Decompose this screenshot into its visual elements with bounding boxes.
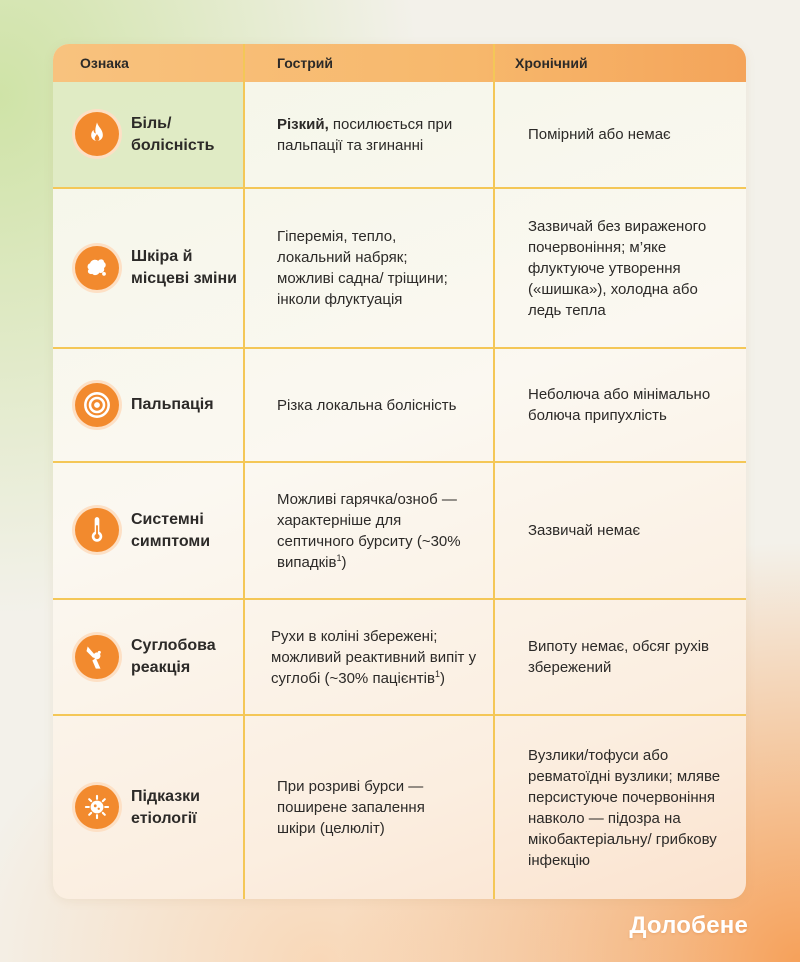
feature-label: Суглобова реакція: [131, 637, 216, 676]
microbe-icon: [75, 785, 119, 829]
acute-tail: ): [341, 553, 347, 571]
acute-text: Можливі гарячка/озноб — характерніше для септичного бурситу (~30% випадків: [277, 490, 461, 571]
target-icon: [75, 383, 119, 427]
acute-text: посилюється при пальпації та згинанні: [277, 115, 453, 154]
header-chronic: Хронічний: [515, 55, 588, 71]
flame-icon: [75, 112, 119, 156]
brand-logo: Долобене: [629, 912, 748, 939]
column-divider: [493, 44, 495, 899]
table-header: [53, 44, 746, 82]
table-row: [53, 463, 746, 598]
thermometer-icon: [75, 508, 119, 552]
table-row: [53, 349, 746, 461]
acute-cell: Різка локальна болісність: [277, 396, 457, 414]
row-divider: [53, 347, 746, 349]
acute-cell: При розриві бурси — поширене запалення шкіри (целюліт): [277, 778, 425, 837]
acute-cell: [277, 463, 467, 598]
acute-cell: [277, 82, 467, 187]
row-divider: [53, 714, 746, 716]
row-divider: [53, 461, 746, 463]
feature-label: Пальпація: [131, 396, 214, 413]
column-divider: [243, 44, 245, 899]
header-acute: Гострий: [277, 55, 334, 71]
chronic-cell: Випоту немає, обсяг рухів збережений: [528, 638, 709, 676]
table-row: [53, 600, 746, 714]
table-row: [53, 82, 746, 187]
table-row: [53, 189, 746, 347]
chronic-cell: Вузлики/тофуси або ревматоїдні вузлики; мляве персистуюче почервоніння навколо — підозра на мікобактеріальну/ грибкову інфекцію: [528, 746, 721, 869]
skin-patch-icon: [75, 246, 119, 290]
acute-cell: Гіперемія, тепло, локальний набряк; можливі садна/ тріщини; інколи флуктуація: [277, 228, 448, 308]
knee-joint-icon: [75, 635, 119, 679]
acute-cell: [271, 600, 481, 714]
feature-label: Підказки етіології: [131, 787, 200, 827]
acute-tail: ): [439, 669, 445, 687]
acute-text: Рухи в коліні збережені; можливий реактивний випіт у суглобі (~30% пацієнтів: [271, 627, 477, 687]
chronic-cell: Зазвичай немає: [528, 522, 641, 539]
table-row: [53, 716, 746, 899]
row-divider: [53, 598, 746, 600]
footnote-marker: 1: [434, 668, 440, 679]
chronic-cell: Неболюча або мінімально болюча припухлість: [528, 386, 711, 424]
feature-label: Біль/ болісність: [131, 114, 215, 154]
row-divider: [53, 187, 746, 189]
comparison-table: [53, 44, 746, 899]
acute-emphasis: Різкий,: [277, 115, 329, 133]
header-feature: Ознака: [80, 55, 129, 71]
chronic-cell: Помірний або немає: [528, 126, 671, 143]
feature-label: Системні симптоми: [131, 510, 211, 550]
chronic-cell: Зазвичай без вираженого почервоніння; м’яке флуктуюче утворення («шишка»), холодна або ледь тепла: [528, 217, 707, 319]
feature-label: Шкіра й місцеві зміни: [131, 248, 237, 287]
footnote-marker: 1: [336, 552, 342, 563]
